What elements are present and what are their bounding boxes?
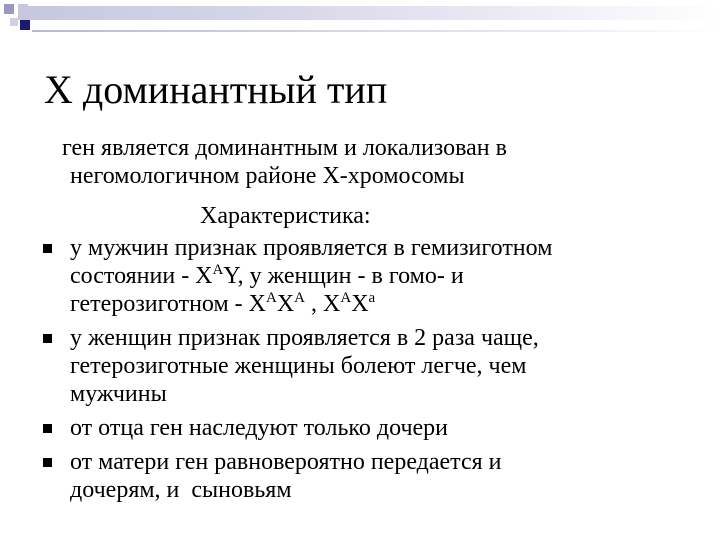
square-bullet-icon	[43, 458, 52, 467]
square-bullet-icon	[43, 244, 52, 253]
bullet-line: от отца ген наследуют только дочери	[70, 415, 449, 441]
intro-text	[62, 134, 507, 190]
bullet-line: у женщин признак проявляется в 2 раза чаще,	[70, 325, 539, 351]
bullet-line: от матери ген равновероятно передается и	[70, 449, 502, 475]
square-bullet-icon	[43, 424, 52, 433]
bullet-item	[40, 234, 552, 318]
decorative-banner	[0, 0, 720, 40]
bullet-line: мужчины	[70, 381, 167, 407]
bullet-line: гетерозиготном - $Х^АХ^А$ , $Х^АХ^а$	[70, 290, 376, 317]
bullet-item	[40, 448, 552, 504]
intro-line-1: ген является доминантным и локализован в	[62, 135, 507, 161]
bullet-line: состоянии - $Х^АY$, у женщин - в гомо- и	[70, 262, 464, 289]
banner-gradient-bar	[18, 6, 720, 20]
square-bullet-icon	[43, 334, 52, 343]
bullet-line: у мужчин признак проявляется в гемизиготном	[70, 235, 553, 261]
bullet-line: гетерозиготные женщины болеют легче, чем	[70, 353, 527, 379]
slide-title: Х доминантный тип	[44, 67, 388, 112]
intro-line-2: негомологичном районе Х-хромосомы	[70, 163, 465, 189]
subheading: Характеристика:	[200, 203, 371, 229]
banner-square-navy	[20, 20, 30, 30]
bullet-item	[40, 414, 552, 442]
bullet-line: дочерям, и сыновьям	[70, 477, 292, 503]
bullet-list	[40, 234, 552, 510]
bullet-item	[40, 324, 552, 408]
banner-square-dark	[4, 4, 14, 14]
banner-thin-line	[32, 30, 720, 32]
banner-square-small	[10, 18, 18, 26]
